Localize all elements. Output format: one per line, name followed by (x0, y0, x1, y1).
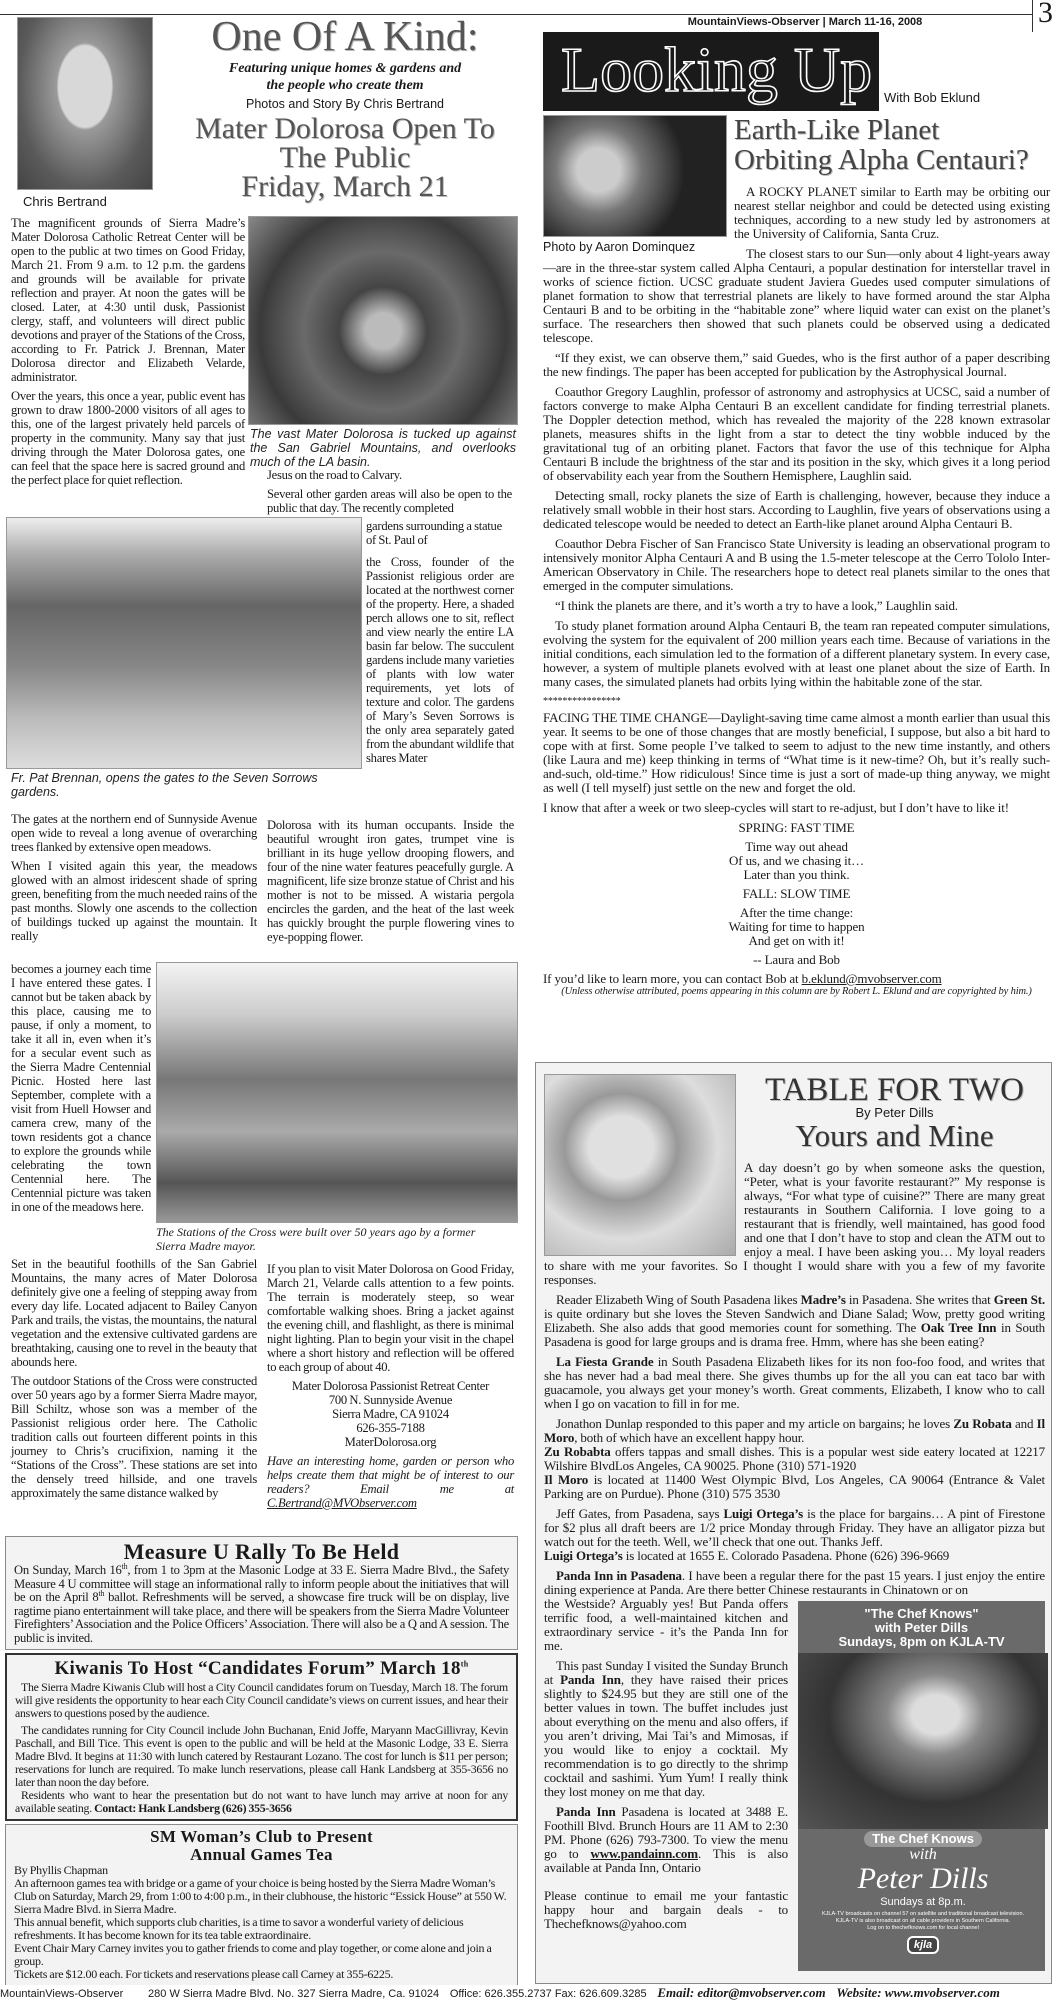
emphasis: Luigi Ortega’s (544, 1548, 623, 1563)
paragraph: This annual benefit, which supports club charities, is a time to savor a wonderful variety of delicious refreshments. It has become known for its tea table extraordinaire. (14, 1915, 464, 1942)
paragraph: Set in the beautiful foothills of the San Gabriel Mountains, the many acres of Mater Dolorosa definitely give one a feeling of stepping away from every day life. Located adjacent to Bailey Canyon Park and trails, the vistas, the mountains, the natural vegetation and the extensive cultivated gardens are breathtaking, causing one to revel in the beauty that abounds here. (11, 1257, 257, 1369)
paragraph: “I think the planets are there, and it’s worth a try to have a look,” Laughlin said. (555, 598, 958, 613)
author-caption: Chris Bertrand (23, 194, 107, 209)
paragraph: Zu Robabta offers tappas and small dishes. This is a popular west side eatery located at 12217 Wilshire BlvdLos Angeles, CA 90025. Phone (310) 571-1920 (544, 1444, 1045, 1473)
emphasis: La Fiesta Grande (556, 1354, 654, 1369)
paragraph: Tickets are $12.00 each. For tickets and reservations please call Carney at 355-6225. (14, 1967, 394, 1981)
poem-line: Later than you think. (743, 867, 850, 882)
paragraph: Panda Inn Pasadena is located at 3488 E. Foothill Blvd. Brunch Hours are 11 AM to 2:30 PM. Phone (626) 793-7300. To view the menu go to www.pandainn.com. This is also available at Panda Inn, Ontario (544, 1804, 789, 1875)
looking-up-byline: With Bob Eklund (884, 90, 981, 105)
paragraph: To study planet formation around Alpha Centauri B, the team ran repeated computer simulations, evolving the system for the equivalent of 200 million years each time. Because of variations in the initial conditions, each simulation led to the formation of a different planetary system. In every case, however, a system of multiple planets evolved with at least one planet about the size of Earth. In many cases, the simulated planets had orbits lying within the habitable zone of the star. (543, 618, 1050, 689)
notice-boxes (5, 1536, 518, 1986)
telescope-photo-figure (543, 115, 727, 261)
paragraph: The gates at the northern end of Sunnyside Avenue open wide to reveal a long avenue of overarching trees flanked by extensive open meadows. (11, 812, 257, 854)
paragraph: becomes a journey each time I have entered these gates. I cannot but be taken aback by this place, causing me to pause, if only a moment, to take it all in, even when it’s for a secular event such as the Sierra Madre Centennial Picnic. Hosted here last September, complete with a visit from Huell Howser and camera crew, many of the town residents got a chance to explore the grounds while celebrating the town Centennial here. The Centennial picture was taken in one of the meadows here. (11, 962, 151, 1214)
paragraph: Jeff Gates, from Pasadena, says Luigi Ortega’s is the place for bargains… A pint of Firestone for $2 plus all draft beers are 1/2 price Monday through Friday. They have an alligator pizza but watch out for the teeth. Well, we’ll check that one out. Thanks Jeff. (544, 1506, 1045, 1549)
paragraph: Jonathon Dunlap responded to this paper and my article on bargains; he loves Zu Robata and Il Moro, both of which have an excellent happy hour. (544, 1416, 1045, 1445)
headline-line-2: Orbiting Alpha Centauri? (734, 144, 1029, 176)
paragraph: The candidates running for City Council include John Buchanan, Enid Joffe, Maryann MacGillivray, Kevin Paschall, and Bill Tice. This event is open to the public and will be held at the Masonic Lodge, 33 E. Sierra Madre Blvd. It begins at 11:30 with lunch catered by Restaurant Lozano. The cost for lunch is $11 per person; reservations for lunch are required. To make lunch reservations, please call Hank Landsberg at 355-3656 no later than noon the day before. (15, 1723, 508, 1789)
womans-club-title-1: SM Woman’s Club to Present (150, 1827, 373, 1846)
article-block-8 (267, 1262, 514, 1515)
paragraph: Luigi Ortega’s is located at 1655 E. Colorado Pasadena. Phone (626) 396-9669 (544, 1548, 950, 1563)
paragraph: Please continue to email me your fantastic happy hour and bargain deals - to Thechefknows@yahoo.com (544, 1888, 789, 1931)
separator: **************** (543, 696, 621, 707)
telescope-photo-caption: Photo by Aaron Dominquez (543, 240, 696, 254)
kiwanis-box (5, 1653, 518, 1821)
peter-dills-photo (544, 1074, 736, 1256)
stations-of-the-cross-photo (156, 962, 518, 1223)
ad-header-title: "The Chef Knows" (864, 1606, 979, 1621)
looking-up-article (543, 115, 1050, 998)
address-line: Mater Dolorosa Passionist Retreat Center (291, 1379, 490, 1393)
contact-line[interactable]: If you’d like to learn more, you can contact Bob at b.eklund@mvobserver.com (543, 971, 942, 986)
emphasis: Oak Tree Inn (920, 1320, 997, 1335)
footer-phones: Office: 626.355.2737 Fax: 626.609.3285 (449, 1988, 647, 2000)
ad-host-name: Peter Dills (857, 1862, 989, 1895)
paragraph: When I visited again this year, the meadows glowed with an almost iridescent shade of spring green, benefiting from the much needed rains of the past months. Slowly one ascends to the collection of buildings tucked up against the mountain. It really (11, 859, 257, 943)
aerial-photo-caption: The vast Mater Dolorosa is tucked up against the San Gabriel Mountains, and overlooks much of the LA basin. (250, 427, 516, 469)
column-title: One Of A Kind: (211, 14, 479, 60)
headline-line-2: The Public (279, 141, 411, 174)
headline-line-1: Earth-Like Planet (734, 114, 940, 146)
link[interactable]: th (98, 1588, 105, 1598)
paragraph: Panda Inn in Pasadena. I have been a regular there for the past 15 years. I just enjoy the entire dining experience at Panda. Are there better Chinese restaurants in Chinatown or on (544, 1568, 1045, 1597)
link[interactable]: th (460, 1659, 469, 1669)
paragraph: An afternoon games tea with bridge or a game of your choice is being hosted by the Sierra Madre Woman’s Club on Saturday, March 29, from 1:00 to 4:00 p.m., in their clubhouse, the historic “Essick House” at 550 W. Sierra Madre Blvd. in Sierra Madre. (14, 1876, 507, 1916)
link[interactable]: C.Bertrand@MVObserver.com (267, 1496, 417, 1510)
paragraph: This past Sunday I visited the Sunday Brunch at Panda Inn, they have raised their prices slightly to $24.95 but they are still one of the better values in town. The buffet includes just about everything on the menu and also offers, if you aren’t driving, Mai Tai’s and Mimosas, if you would like to enjoy a cocktail. My recommendation is to go directly to the shrimp cocktail and sashimi. Yum Yum! I really think they lost money on me that day. (544, 1658, 789, 1799)
aerial-photo (248, 216, 518, 425)
paragraph: Reader Elizabeth Wing of South Pasadena likes Madre’s in Pasadena. She writes that Green St. is quite ordinary but she loves the Steven Sandwich and Diane Salad; Wow, pretty good writing Elizabeth. She also adds that good memories count for something. The Oak Tree Inn in South Pasadena is good for large groups and is drama free. Hmm, where has she been eating? (544, 1292, 1046, 1349)
article-block-5 (11, 812, 257, 943)
table-for-two-title: TABLE FOR TWO (765, 1072, 1024, 1108)
looking-up-title: Looking Up (561, 34, 873, 105)
paragraph: Over the years, this once a year, public event has grown to draw 1800-2000 visitors of all ages to this, one of the largest privately held parcels of property in the community. Many say that just driving through the Mater Dolorosa gates, one can feel that the space here is sacred ground and the perfect place for quiet reflection. (11, 389, 245, 487)
retreat-center-address (267, 1379, 514, 1449)
womans-club-byline: By Phyllis Chapman (14, 1863, 108, 1877)
paragraph: Coauthor Gregory Laughlin, professor of astronomy and astrophysics at UCSC, said a number of factors converge to make Alpha Centauri B an excellent candidate for finding terrestrial planets. The Doppler detection method, which has revealed the majority of the 228 known extrasolar planets, measures shifts in the light from a star to detect the tiny wobble induced by the gravitational tug of an orbiting planet. Factors that favor the use of this technique for Alpha Centauri B include the brightness of the star and its position in the sky, which gives it a long period of observability each year from the Southern Hemisphere, Laughlin said. (543, 384, 1050, 483)
ad-header-host: with Peter Dills (874, 1620, 969, 1635)
author-headshot-photo (17, 17, 153, 190)
ad-host-photo (798, 1653, 1048, 1829)
link[interactable]: th (121, 1561, 128, 1571)
footer-paper-name: MountainViews-Observer (0, 1988, 124, 2000)
paragraph: the Westside? Arguably yes! But Panda offers terrific food, a well-maintained kitchen and extraordinary service - it’s the Panda Inn for me. (544, 1596, 789, 1653)
emphasis: Zu Robata (953, 1416, 1012, 1431)
emphasis: Zu Robabta (544, 1444, 611, 1459)
article-block-2 (267, 468, 512, 515)
measure-u-box (5, 1536, 518, 1650)
poem-1-title: SPRING: FAST TIME (738, 820, 855, 835)
paragraph: gardens surrounding a statue of St. Paul of (366, 519, 502, 547)
address-line: Sierra Madre, CA 91024 (332, 1407, 449, 1421)
ad-time: Sundays at 8p.m. (880, 1896, 966, 1908)
headline-line-3: Friday, March 21 (241, 170, 449, 203)
address-phone: 626-355-7188 (356, 1421, 425, 1435)
emphasis: Luigi Ortega’s (723, 1506, 804, 1521)
emphasis: Panda Inn in Pasadena (556, 1568, 682, 1583)
paragraph: Several other garden areas will also be open to the public that day. The recently completed (267, 487, 512, 515)
table-for-two-byline: By Peter Dills (855, 1105, 934, 1120)
poem-2-title: FALL: SLOW TIME (742, 886, 851, 901)
ad-with: with (909, 1846, 937, 1863)
footer-website[interactable]: Website: www.mvobserver.com (836, 1985, 1000, 2000)
article-block-1 (11, 216, 245, 492)
ad-fine-print: KJLA-TV is also broadcast on all cable providers in Southern California. (835, 1918, 1011, 1924)
stations-photo-caption: The Stations of the Cross were built over 50 years ago by a former Sierra Madre mayor. (156, 1225, 476, 1253)
article-block-7 (11, 1257, 257, 1505)
emphasis: Il Moro (544, 1416, 1045, 1445)
measure-u-title: Measure U Rally To Be Held (123, 1539, 400, 1564)
paragraph: The Sierra Madre Kiwanis Club will host a City Council candidates forum on Tuesday, March 18. The forum will give residents the opportunity to hear each City Council candidate’s views on current issues, and hear their answers to questions posed by the audience. (15, 1680, 508, 1720)
emphasis: Contact: Hank Landsberg (626) 355-3656 (94, 1801, 292, 1815)
article-block-4 (267, 818, 514, 949)
seven-sorrows-gate-photo (6, 517, 362, 769)
poem-signature: -- Laura and Bob (753, 952, 840, 967)
paragraph: Dolorosa with its human occupants. Inside the beautiful wrought iron gates, trumpet vine is brilliant in its huge yellow drooping flowers, and four of the nine water features peacefully gurgle. A magnificent, life size bronze statue of Christ and his mother is not to be missed. A wistaria pergola encircles the garden, and the heat of the last week has quickly brought the purple flowering vines to eye-popping flower. (267, 818, 514, 944)
link[interactable]: b.eklund@mvobserver.com (801, 971, 942, 986)
womans-club-title-2: Annual Games Tea (190, 1845, 333, 1864)
page-number: 3 (1038, 0, 1053, 29)
headline-line-1: Mater Dolorosa Open To (195, 112, 495, 145)
column-subtitle-2: the people who create them (266, 78, 424, 93)
paragraph: Residents who want to hear the presentation but do not want to have lunch may arrive at noon for any available seating. Contact: Hank Landsberg (626) 355-3656 (15, 1788, 508, 1815)
address-website[interactable]: MaterDolorosa.org (344, 1435, 437, 1449)
paragraph: A day doesn’t go by when someone asks the question, “Peter, what is your favorite restaurant?” My response is always, “For what type of cuisine?” There are many great restaurants in Southern California. I love going to a restaurant that is friendly, well maintained, has good food and one that I don’t have to stop and clean the ATM out to enjoy a meal. I have been asking you… My loyal readers to share with me your favorites. So I thought I would share with you a few of my favorite responses. (544, 1160, 1045, 1287)
footer (0, 1985, 1056, 2001)
article-block-3 (366, 519, 514, 770)
column-subtitle-1: Featuring unique homes & gardens and (228, 61, 462, 76)
paragraph: the Cross, founder of the Passionist religious order are located at the northwest corner of the property. Here, a shaded perch allows one to sit, reflect and view nearly the entire LA basin far below. The succulent gardens include many varieties of plants with low water requirements, yet lots of texture and color. The gardens of Mary’s Seven Sorrows is the only area separately gated from the abundant wildlife that shares Mater (366, 555, 514, 765)
ad-header-schedule: Sundays, 8pm on KJLA-TV (838, 1634, 1005, 1649)
address-line: 700 N. Sunnyside Avenue (328, 1393, 453, 1407)
table-for-two-headline: Yours and Mine (795, 1118, 994, 1153)
article-block-6 (11, 962, 151, 1219)
paragraph: The magnificent grounds of Sierra Madre’s Mater Dolorosa Catholic Retreat Center will be open to the public at two times on Good Friday, March 21. From 9 a.m. to 12 p.m. the gardens and grounds will be available for private reflection and prayer. At noon the gates will be closed. Later, at 4:30 until dusk, Passionist clergy, staff, and volunteers will direct public devotions and prayer of the Stations of the Cross, according to Fr. Patrick J. Brennan, Mater Dolorosa director and Elizabeth Velarde, administrator. (11, 216, 245, 384)
kiwanis-title: Kiwanis To Host “Candidates Forum” March 18th (54, 1658, 469, 1679)
footer-address: 280 W Sierra Madre Blvd. No. 327 Sierra Madre, Ca. 91024 (148, 1988, 440, 2000)
gate-photo-caption: Fr. Pat Brennan, opens the gates to the Seven Sorrows gardens. (11, 771, 318, 799)
emphasis: Il Moro (544, 1472, 589, 1487)
emphasis: Green St. (993, 1292, 1045, 1307)
paragraph: The outdoor Stations of the Cross were constructed over 50 years ago by a former Sierra Madre mayor, Bill Schiltz, whose son was a member of the Passionist religious order here. The Catholic tradition calls out fourteen different points in this journey to Chris’s crucifixion, naming it the “Stations of the Cross”. These stations are set into the densely treed hillside, and one travels approximately the same distance walked by (11, 1374, 257, 1500)
paragraph: La Fiesta Grande in South Pasadena Elizabeth likes for its non foo-foo food, and writes that she has never had a bad meal there. She gives thumbs up for the all you can eat taco bar with guacamole, you always get your money’s worth. Great comments, Elizabeth, I know who to call when I go on vacation to fill in for me. (544, 1354, 1045, 1411)
byline: Photos and Story By Chris Bertrand (245, 97, 444, 111)
ad-logo-text: The Chef Knows (864, 1831, 982, 1847)
emphasis: Panda Inn (560, 1672, 621, 1687)
paragraph: Jesus on the road to Calvary. (267, 468, 402, 482)
paragraph: FACING THE TIME CHANGE—Daylight-saving time came almost a month earlier than usual this year. It seems to be one of those changes that are mostly beneficial, I suppose, but also a bit hard to cope with at first. Some people I’ve talked to seem to adjust to the new time instantly, and others (like Laura and me) keep thinking in terms of “What time is it new-time? Oh, but it’s really such-and-such, old-time.” How ridiculous! Since time is just a sort of made-up thing anyway, we might as well (I tell myself) just settle on the new and forget the old. (543, 710, 1050, 795)
poem-line: And get on with it! (748, 933, 845, 948)
womans-club-box (5, 1824, 518, 1986)
poem-line: After the time change: (739, 905, 854, 920)
chef-knows-ad[interactable] (798, 1601, 1045, 1971)
looking-up-banner (543, 32, 879, 111)
paragraph: If you plan to visit Mater Dolorosa on Good Friday, March 21, Velarde calls attention to a few points. The terrain is moderately steep, so wear comfortable walking shoes. Bring a jacket against the evening chill, and flashlight, as there is minimal night lighting. Plan to begin your visit in the chapel where a short history and reflection will be offered to each group of about 40. (267, 1262, 514, 1374)
paragraph: The closest stars to our Sun—only about 4 light-years away—are in the three-star system called Alpha Centauri, a popular destination for interstellar travel in works of science fiction. UCSC graduate student Javiera Guedes used computer simulations of planet formation to show that terrestrial planets are likely to have formed around the star Alpha Centauri B and to be orbiting in the “habitable zone” where liquid water can exist on the planet’s surface. The researchers then showed that such planets could be observed using a dedicated telescope. (543, 246, 1050, 345)
telescope-photo (543, 115, 727, 237)
paragraph: Il Moro is located at 11400 West Olympic Blvd, Los Angeles, CA 90064 (Entrance & Valet Parking are on Purdue). Phone (310) 575 3530 (544, 1472, 1045, 1501)
link[interactable]: www.pandainn.com (590, 1846, 698, 1861)
poems (543, 821, 1050, 967)
paragraph: A ROCKY PLANET similar to Earth may be orbiting our nearest stellar neighbor and could be detected using existing techniques, according to a new study led by astronomers at the University of California, Santa Cruz. (734, 184, 1050, 241)
copyright-disclaimer: (Unless otherwise attributed, poems appearing in this column are by Robert L. Eklund and are copyrighted by him.) (561, 986, 1032, 997)
ad-fine-print: KJLA-TV broadcasts on channel 57 on satellite and traditional broadcast television. (821, 1911, 1025, 1917)
paragraph: Detecting small, rocky planets the size of Earth is challenging, however, because they induce a relatively small wobble in their host stars. According to Laughlin, five years of observations using a dedicated telescope would be needed to detect an Earth-like planet around Alpha Centauri B. (543, 488, 1050, 531)
poem-line: Of us, and we chasing it… (729, 853, 864, 868)
emphasis: Panda Inn (556, 1804, 616, 1819)
page-number-divider (1032, 0, 1033, 32)
footer-email[interactable]: Email: editor@mvobserver.com (657, 1985, 826, 2000)
ad-fine-print: Log on to thechefknows.com for local channel (867, 1925, 979, 1931)
column-header (160, 14, 530, 201)
paper-date-line: MountainViews-Observer | March 11-16, 2008 (687, 16, 923, 28)
poem-line: Time way out ahead (745, 839, 848, 854)
paragraph: Coauthor Debra Fischer of San Francisco State University is leading an observational program to intensively monitor Alpha Centauri A and B using the 1.5-meter telescope at the Cerro Tololo Inter-American Observatory in Chile. The researchers hope to detect real planets similar to the ones that emerged in the computer simulations. (543, 536, 1050, 593)
poem-line: Waiting for time to happen (728, 919, 865, 934)
closing-note[interactable]: Have an interesting home, garden or person who helps create them that might be of interest to our readers? Email me at C.Bertrand@MVObserver.com (267, 1454, 514, 1510)
paragraph: “If they exist, we can observe them,” said Guedes, who is the first author of a paper describing the new findings. The paper has been accepted for publication by the Astrophysical Journal. (543, 350, 1050, 379)
paragraph: I know that after a week or two sleep-cycles will start to re-adjust, but I don’t have to like it! (543, 800, 1009, 815)
emphasis: Madre’s (800, 1292, 846, 1307)
paragraph: Event Chair Mary Carney invites you to gather friends to come and play together, or come alone and join a group. (14, 1941, 492, 1968)
table-for-two-box (535, 1062, 1052, 1984)
kjla-logo: kjla (907, 1936, 939, 1954)
measure-u-body: On Sunday, March 16th, from 1 to 3pm at the Masonic Lodge at 33 E. Sierra Madre Blvd., the Safety Measure 4 U committee will stage an informational rally to inform people about the initiatives that will be on the April 8th ballot. Refreshments will be served, a showcase fire truck will be on display, live ragtime piano entertainment will take place, and there will be speakers from the Sierra Madre Volunteer Firefighters’ Association and the Police Officers’ Association. There will also be a Q and A session. The public is invited. (14, 1561, 509, 1645)
